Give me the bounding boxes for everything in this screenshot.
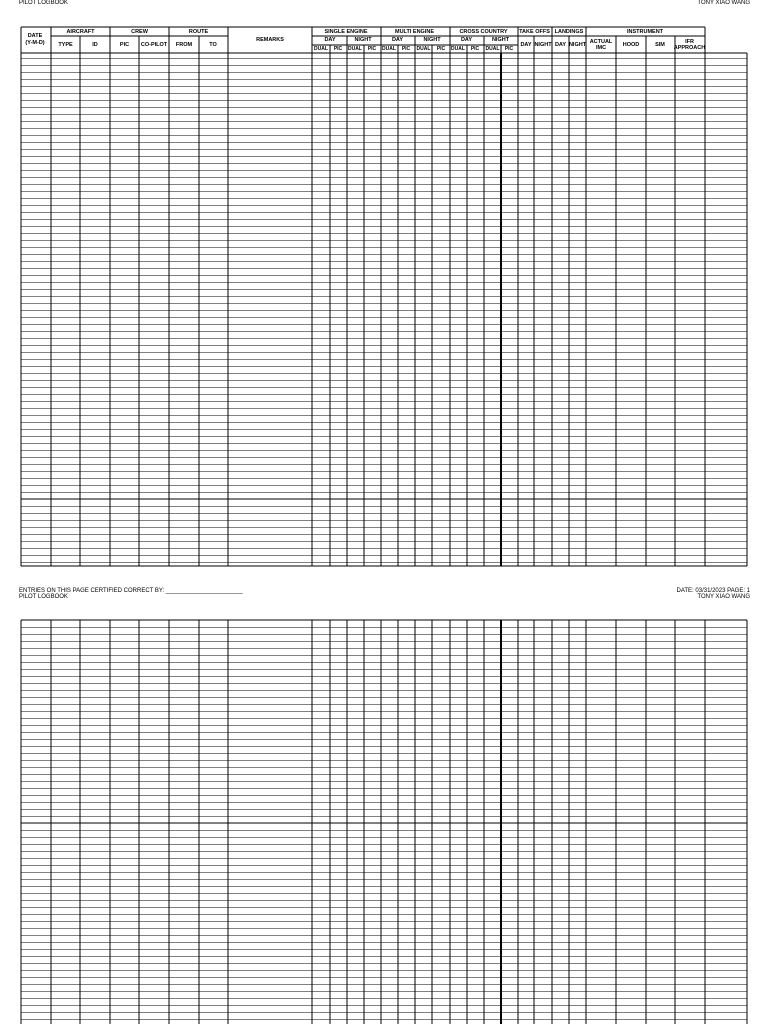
page-title-2: PILOT LOGBOOK [19, 594, 68, 600]
ldg-day: DAY [554, 42, 567, 48]
col-id: ID [92, 42, 98, 48]
group-cross-country: CROSS COUNTRY [459, 29, 508, 35]
col-date: DATE [27, 33, 43, 39]
col-pic: PIC [119, 42, 130, 48]
col-to: TO [209, 42, 217, 48]
group-take-offs: TAKE OFFS [519, 29, 550, 35]
xc-day-dual: DUAL [451, 46, 465, 52]
col-hood: HOOD [622, 42, 640, 48]
se-night-pic: PIC [367, 46, 377, 52]
se-day: DAY [324, 37, 336, 43]
pilot-name-2: TONY XIAO WANG [697, 594, 750, 600]
xc-day: DAY [460, 37, 473, 43]
me-day: DAY [391, 37, 404, 43]
pilot-name: TONY XIAO WANG [697, 0, 750, 6]
date-page: DATE: 03/31/2023 PAGE: 1 [676, 588, 750, 594]
col-actual-imc-2: IMC [595, 45, 607, 51]
group-crew: CREW [131, 29, 148, 35]
me-night-dual: DUAL [416, 46, 431, 52]
to-day: DAY [520, 42, 532, 48]
page-title: PILOT LOGBOOK [19, 0, 68, 6]
xc-night-pic: PIC [504, 46, 514, 52]
xc-night: NIGHT [491, 37, 510, 43]
col-ifr-2: APPROACH [673, 45, 706, 51]
col-from: FROM [175, 42, 193, 48]
col-type: TYPE [58, 42, 73, 48]
col-actual-imc-1: ACTUAL [589, 39, 613, 45]
col-date-format: (Y-M-D) [25, 40, 45, 46]
xc-night-dual: DUAL [485, 46, 500, 52]
me-day-dual: DUAL [382, 46, 396, 52]
group-instrument: INSTRUMENT [626, 29, 664, 35]
col-copilot: CO-PILOT [140, 42, 168, 48]
col-sim: SIM [655, 42, 665, 48]
se-night: NIGHT [354, 37, 372, 43]
me-day-pic: PIC [401, 46, 411, 52]
group-route: ROUTE [188, 29, 209, 35]
to-night: NIGHT [534, 42, 552, 48]
me-night: NIGHT [423, 37, 441, 43]
certification-line: ENTRIES ON THIS PAGE CERTIFIED CORRECT BY: _______________________ [19, 588, 243, 594]
ldg-night: NIGHT [568, 42, 587, 48]
se-day-pic: PIC [333, 46, 343, 52]
col-remarks: REMARKS [256, 37, 284, 43]
xc-day-pic: PIC [470, 46, 480, 52]
group-landings: LANDINGS [554, 29, 584, 35]
se-night-dual: DUAL [348, 46, 362, 52]
me-night-pic: PIC [436, 46, 446, 52]
group-multi-engine: MULTI ENGINE [394, 29, 435, 35]
se-day-dual: DUAL [314, 46, 328, 52]
group-single-engine: SINGLE ENGINE [324, 29, 368, 35]
group-aircraft: AIRCRAFT [66, 29, 95, 35]
col-ifr-1: IFR [685, 39, 694, 45]
